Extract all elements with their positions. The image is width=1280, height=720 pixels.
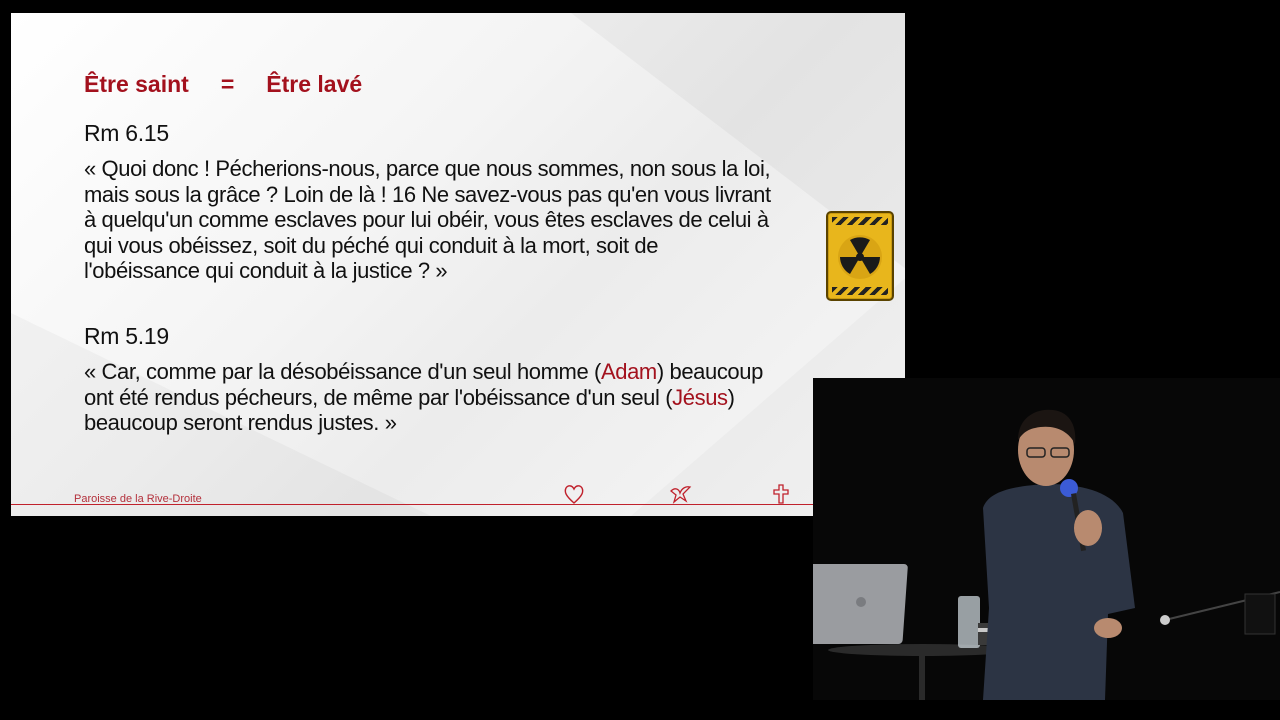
presentation-slide (11, 13, 905, 516)
footer-text: Paroisse de la Rive-Droite (74, 493, 202, 505)
heart-icon (562, 483, 586, 505)
quote2-part1: « Car, comme par la désobéissance d'un seul homme ( (84, 359, 601, 384)
verse-reference-2: Rm 5.19 (84, 323, 169, 349)
hazard-sign-icon (826, 211, 894, 301)
speaker-video-feed (813, 378, 1280, 700)
verse-reference-1: Rm 6.15 (84, 120, 169, 146)
quote2-highlight-adam: Adam (600, 359, 657, 384)
quote2-part3: ) beaucoup seront rendus justes. » (84, 384, 735, 435)
verse-quote-1: « Quoi donc ! Pécherions-nous, parce que nous sommes, non sous la loi, mais sous la grâce ? Loin de là ! 16 Ne savez-vous pas qu'en vous livrant à quelqu'un comme esclaves pour lui obéir, vous êtes esclaves de celui à qui vous obéissez, soit du péché qui conduit à la mort, soit de l'obéissance qui conduit à la justice ? » (84, 156, 771, 283)
quote2-highlight-jesus: Jésus (672, 384, 728, 410)
slide-heading (84, 71, 362, 98)
quote2-part2: ) beaucoup ont été rendus pécheurs, de même par l'obéissance d'un seul ( (84, 359, 763, 410)
dove-icon (668, 483, 692, 505)
heading-right: Être lavé (266, 71, 363, 97)
verse-quote-2 (84, 359, 774, 436)
heading-left: Être saint (84, 71, 189, 97)
cross-icon (772, 483, 790, 505)
speaker-video-image (813, 378, 1280, 700)
heading-equals: = (220, 71, 235, 97)
